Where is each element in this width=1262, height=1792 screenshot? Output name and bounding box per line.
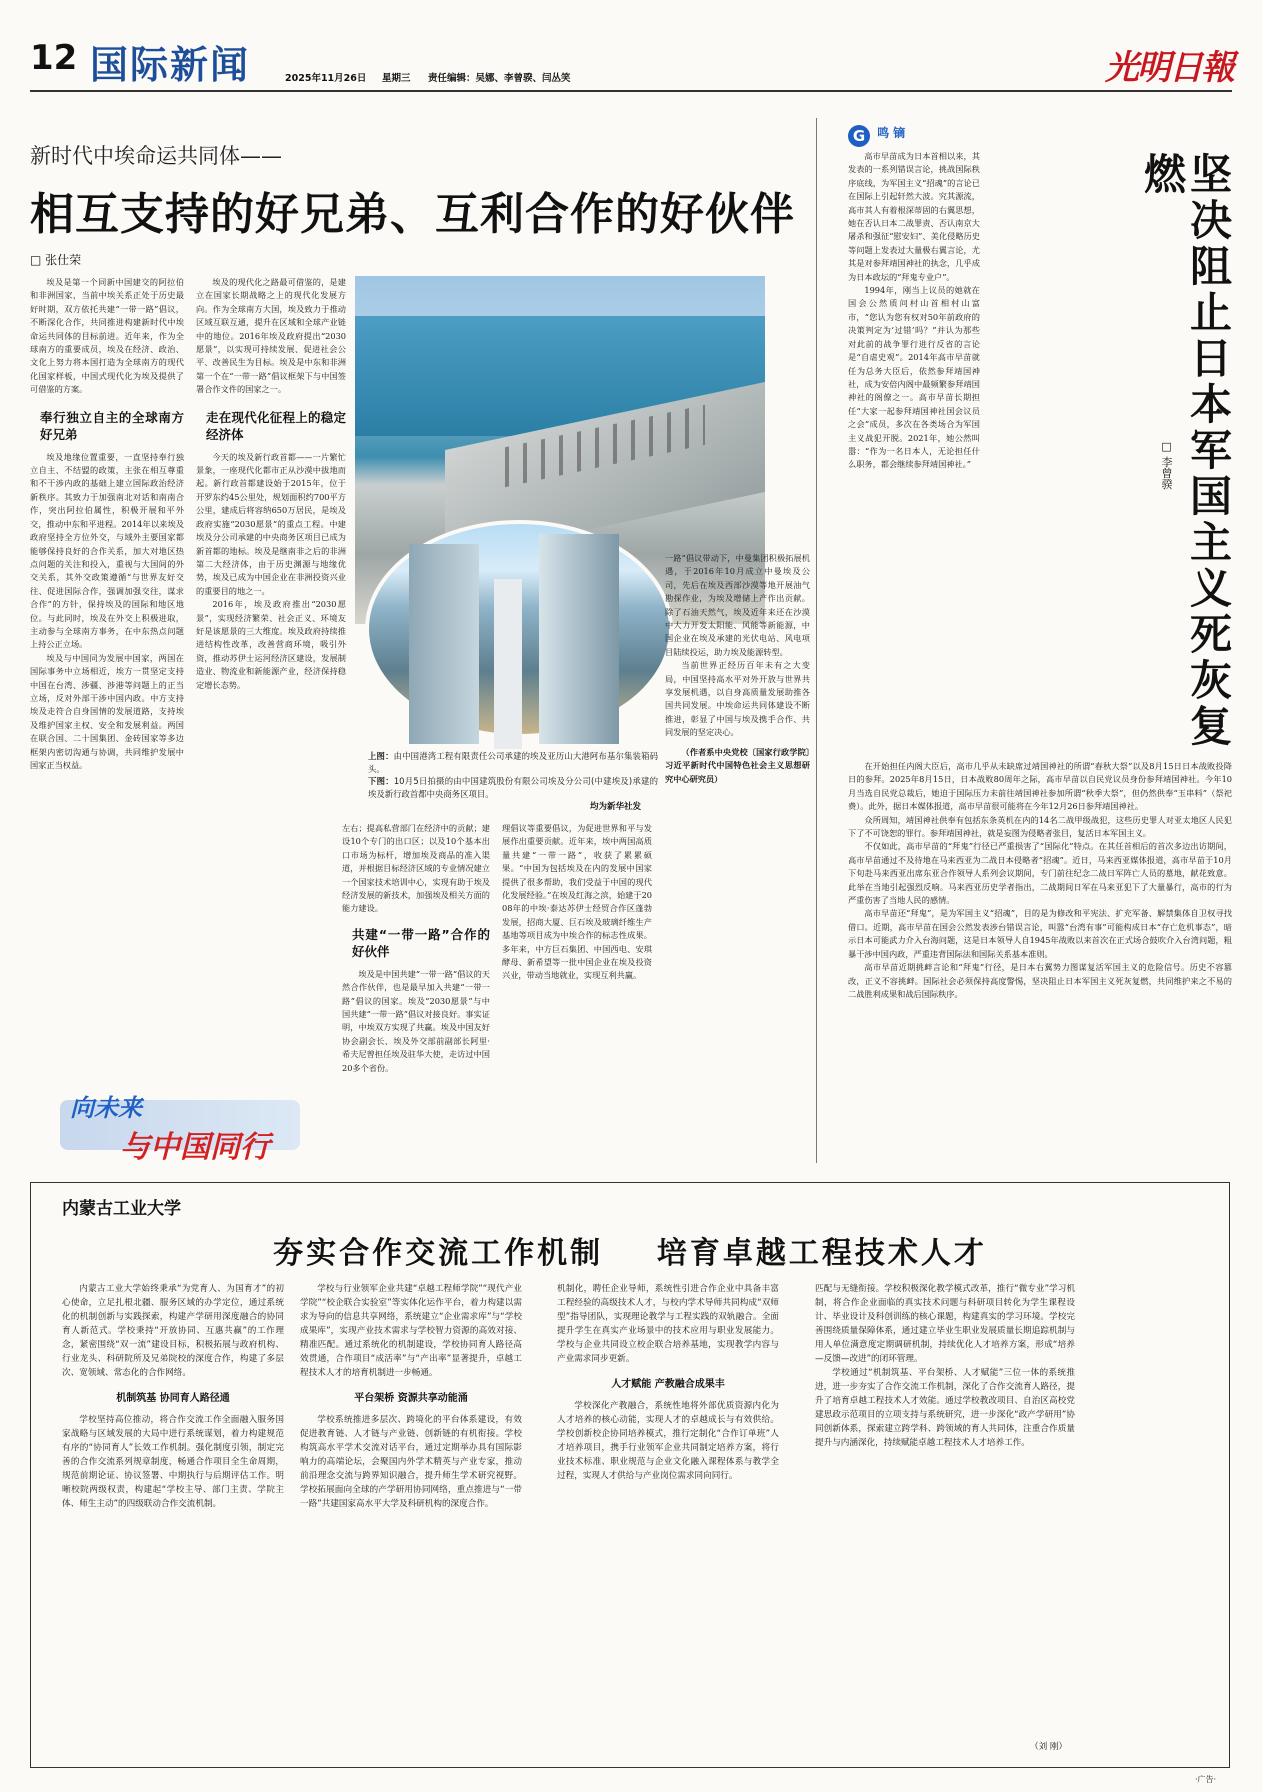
lead-col2 [196,276,346,1181]
ad-col4 [815,1282,1075,1752]
masthead-rule [30,90,1232,92]
subhead-3: 共建“一带一路”合作的好伙伴 [352,926,490,959]
ad-subhead-1: 机制筑基 协同育人路径通 [116,1393,230,1404]
sidebar-p4: 众所周知，靖国神社供奉有包括东条英机在内的14名二战甲级战犯，这些历史罪人对亚太地区人民犯下了不可饶恕的罪行。参拜靖国神社，就是妄图为侵略者张目，复活日本军国主义。 [848,814,1232,839]
section-title: 国际新闻 [90,43,251,87]
ad-subhead-2: 平台架桥 资源共享动能涌 [354,1393,468,1404]
subhead-2: 走在现代化征程上的稳定经济体 [206,409,346,442]
lead-col3 [342,822,490,1162]
logo-line2: 与中国同行 [120,1130,270,1165]
editors-line: 责任编辑：吴娜、李曾骙、闫丛笑 [428,73,571,84]
campaign-logo [60,1080,300,1168]
ad-p3: 学校系统推进多层次、跨境化的平台体系建设，有效促进教育链、人才链与产业链、创新链的有机衔接。学校构筑高水平学术交流对话平台，通过定期举办具有国际影响力的高端论坛，会聚国内外学术精英与产业专家，推动前沿理念交流与跨界知识融合，提升师生学术研究视野。学校拓展面向全球的产学研用协同网络，重点推进与“一带一路”共建国家高水平大学及科研机构的深度合作。 [300,1415,522,1509]
ad-headline: 夯实合作交流工作机制 培育卓越工程技术人才 [273,1236,987,1271]
sidebar-p7: 高市早苗近期挑衅言论和“拜鬼”行径，是日本右翼势力图谋复活军国主义的危险信号。历史不容篡改，正义不容挑衅。国际社会必须保持高度警惕，坚决阻止日本军国主义死灰复燃，共同维护来之不易的二战胜利成果和战后国际秩序。 [848,962,1232,999]
caption1-text: 由中国港湾工程有限责任公司承建的埃及亚历山大港阿布基尔集装箱码头。 [368,751,659,774]
lead-col1-p3: 埃及与中国同为发展中国家，两国在国际事务中立场相近，埃方一贯坚定支持中国在台湾、涉疆、涉港等问题上的正当立场，反对外部干涉中国内政。中方支持埃及走符合自身国情的发展道路，支持埃及维护国家主权、安全和发展利益。两国在联合国、二十国集团、金砖国家等多边框架内密切沟通与协调，共同维护发展中国家正当权益。 [30,652,184,770]
ad-tag: ·广告· [1195,1775,1217,1784]
ad-p5: 学校深化产教融合，系统性地将外部优质资源内化为人才培养的核心动能，实现人才的卓越成长与有效供给。学校创新校企协同培养模式，推行定制化“合作订单班”人才培养项目，携手行业领军企业共同制定培养方案，将行业技术标准、职业规范与企业文化融入课程体系与教学全过程，实现人才供给与产业岗位需求同向同行。 [557,1401,779,1481]
lead-col4-p1: 理倡议等重要倡议，为促进世界和平与发展作出重要贡献。近年来，埃中两国高质量共建“一带一路”，收获了累累硕果。“中国为包括埃及在内的发展中国家提供了很多帮助，我们受益于中国的现代化发展经验。”在埃及红海之滨，始建于2008年的中埃·泰达苏伊士经贸合作区蓬勃发展，招商大厦、巨石埃及玻璃纤维生产基地等项目成为中埃合作的标志性成果。多年来，中方巨石集团、中国西电、安琪酵母、新希望等一批中国企业在埃及投资兴业，带动当地就业，实现互利共赢。 [502,823,652,981]
sidebar-badge [848,124,905,147]
author-note: （作者系中央党校〔国家行政学院〕习近平新时代中国特色社会主义思想研究中心研究员） [665,746,810,784]
sidebar-p3: 在开始担任内阁大臣后，高市几乎从未缺席过靖国神社的所谓“春秋大祭”以及8月15日日本战败投降日的参拜。2025年8月15日，日本战败80周年之际，高市早苗以自民党议员身份参拜靖国神社。今年10月当选自民党总裁后，她迫于国际压力未前往靖国神社参加所谓“秋季大祭”，但仍然供奉“玉串料”（祭祀费）。此外，据日本媒体报道，高市早苗很可能将在今年12月26日参拜靖国神社。 [848,761,1232,812]
sidebar-divider [816,118,817,1163]
cbd-photo [365,520,673,738]
lead-col2-p3: 2016年，埃及政府推出“2030愿景”，实现经济繁荣、社会正义、环境友好是该愿景的三大维度。埃及政府持续推进结构性改革，改善营商环境，吸引外资，推动苏伊士运河经济区建设，发展制造业、物流业和新能源产业，经济保持稳定增长态势。 [196,599,346,690]
badge-label: 鸣 镝 [877,126,906,140]
issue-date: 2025年11月26日 [285,73,367,84]
photo-credit: 均为新华社发 [590,802,642,812]
headline: 相互支持的好兄弟、互利合作的好伙伴 [30,189,795,240]
lead-col4 [502,822,652,1162]
ad-org: 内蒙古工业大学 [62,1199,181,1219]
ad-intro: 内蒙古工业大学始终秉承“为党育人、为国育才”的初心使命，立足扎根北疆、服务区域的办学定位，通过系统化的机制创新与实践探索，构建产学研用深度融合的协同育人新范式。学校秉持“开放协同、互惠共赢”的工作理念，紧密围绕“双一流”建设目标，积极拓展与政府机构、行业龙头、科研院所及兄弟院校的深度合作，构建了多层次、宽领域、常态化的合作网络。 [62,1284,284,1378]
ad-col1 [62,1282,284,1762]
sidebar-p6: 高市早苗还“拜鬼”，是为军国主义“招魂”，目的是为修改和平宪法、扩充军备、解禁集体自卫权寻找借口。近期，高市早苗在国会公然发表涉台错误言论，叫嚣“台湾有事”可能构成日本“存亡危机事态”，暗示日本可能武力介入台海问题，这是日本领导人自1945年战败以来首次在正式场合鼓吹介入台湾问题，粗暴干涉中国内政，严重违背国际法和国际关系基本准则。 [848,908,1232,959]
tower-center [494,579,522,749]
lead-col5-p2: 当前世界正经历百年未有之大变局，中国坚持高水平对外开放与世界共享发展机遇，以自身高质量发展助推各国共同发展。中埃命运共同体建设不断推进，彰显了中国与埃及携手合作、共同发展的坚定决心。 [665,660,810,738]
sidebar-p1: 高市早苗成为日本首相以来，其发表的一系列错误言论，挑战国际秩序底线，为军国主义“招魂”的言论已在国际上引起轩然大波。究其源流，高市其人有着根深蒂固的右翼思想，她在否认日本二战罪责、否认南京大屠杀和强征“慰安妇”、美化侵略历史等问题上发表过大量极右翼言论，尤其是对参拜靖国神社的执念，几乎成为日本政坛的“拜鬼专业户”。 [848,151,980,282]
lead-col5 [665,552,810,1162]
ad-col3 [557,1282,779,1762]
sidebar-p2: 1994年，刚当上议员的她就在国会公然质问村山首相村山富市，“您认为您有权对50年前政府的决策判定为‘过错’吗？”并认为那些对此前的战争罪行进行反省的言论是“自虐史观”。2014年高市早苗就任为总务大臣后，依然参拜靖国神社，成为安倍内阁中最频繁参拜靖国神社的阁僚之一。高市早苗长期担任“大家一起参拜靖国神社国会议员之会”成员，多次在各类场合为军国主义战犯开脱。2021年，她公然叫嚣：“作为一名日本人，无论担任什么职务，都会继续参拜靖国神社。” [848,285,980,470]
badge-g-icon: G [848,125,870,147]
sidebar-p5: 不仅如此，高市早苗的“拜鬼”行径已严重损害了“国际化”特点。在其任首相后的首次多边出访期间，高市早苗通过不及待地在马来西亚为二战日本侵略者“招魂”。近日，马来西亚媒体报道，高市早苗于10月下旬赴马来西亚出席东亚合作领导人系列会议期间，专门前往纪念二战日军阵亡人员的墓地，献花致意。此举在当地引起强烈反响。马来西亚历史学者指出，二战期间日军在马来亚犯下了大量暴行，高市的行为严重伤害了当地人民的感情。 [848,841,1232,906]
sidebar-title: 坚决阻止日本军国主义死灰复燃 [1138,152,1233,750]
kicker: 新时代中埃命运共同体—— [30,144,282,168]
ad-p1: 学校坚持高位推动，将合作交流工作全面融入服务国家战略与区域发展的大局中进行系统谋划，着力构建规范有序的“协同育人”长效工作机制。强化制度引领，制定完善的合作交流系列规章制度，畅通合作项目全生命周期，规范前期论证、协议签署、中期执行与后期评估工作。明晰校院两级权责，构建起“学校主导、部门主责、学院主体、师生主动”的四级联动合作交流机制。 [62,1415,284,1509]
lead-col2-p2: 今天的埃及新行政首都——一片繁忙景象，一座现代化都市正从沙漠中拔地而起。新行政首都建设始于2015年，位于开罗东约45公里处，规划面积约700平方公里，建成后将容纳650万居民，是埃及政府实施“2030愿景”的重点工程。中建埃及分公司承建的中央商务区项目已成为新首都的地标。埃及是继南非之后的非洲第二大经济体，由于历史渊源与地缘优势，埃及已成为中国企业在非洲投资兴业的重要目的地之一。 [196,451,346,596]
ad-p7: 学校通过“机制筑基、平台架桥、人才赋能”三位一体的系统推进，进一步夯实了合作交流工作机制，深化了合作交流育人路径，提升了培育卓越工程技术人才效能。通过学校教改项目、自治区高校党建思政示范项目的立项支持与系统研究，进一步深化“政产学研用”协同创新体系，探索建立跨学科、跨领域的育人共同体，注重合作质量提升与内涵深化，持续赋能卓越工程技术人才培养工作。 [815,1368,1075,1448]
newspaper-logo: 光明日報 [1105,48,1233,88]
byline: □ 张仕荣 [30,253,82,267]
ad-p2: 学校与行业领军企业共建“卓越工程师学院”“现代产业学院”“校企联合实验室”等实体化运作平台，着力构建以需求为导向的信息共享网络，系统建立“企业需求库”与“学校成果库”，实现产业技术需求与学校智力资源的高效对接、精准匹配。通过系统化的机制建设，学校协同育人路径高效贯通，合作项目“成活率”与“产出率”显著提升，卓越工程技术人才的培育机制进一步畅通。 [300,1284,522,1378]
ad-p4: 机制化，聘任企业导师，系统性引进合作企业中具备丰富工程经验的高级技术人才，与校内学术导师共同构成“双师型”指导团队，实现理论教学与工程实践的双轨融合。全面提升学生在真实产业场景中的技术应用与职业发展能力。学校与企业共同设立校企联合培养基地，实现教学内容与产业需求同步更新。 [557,1284,779,1364]
sidebar-col-a [848,150,980,762]
sidebar-col-b [848,760,1232,1160]
ad-p6: 匹配与无缝衔接。学校积极深化教学模式改革，推行“微专业”学习机制，将合作企业面临的真实技术问题与科研项目转化为学生课程设计、毕业设计及科创训练的核心课题，构建真实的学习环境。学校完善围绕质量保障体系，通过建立毕业生职业发展质量长期追踪机制与用人单位满意度定期调研机制，持续优化人才培养方案，形成“培养—反馈—改进”的闭环管理。 [815,1284,1075,1364]
ad-subhead-3: 人才赋能 产教融合成果丰 [611,1379,725,1390]
logo-line1: 向未来 [70,1094,142,1122]
sidebar-author: □ 李曾骙 [1160,440,1173,490]
page-number: 12 [30,38,78,78]
lead-col3-p1: 左右；提高私营部门在经济中的贡献；建设10个专门的出口区；以及10个基本出口市场为标杆，增加埃及商品的准入渠道，并根据目标经济区域的专业情况建立一个国家技术培训中心，实现有助于埃及经济发展的新技术，加强埃及相关方面的能力建设。 [342,823,490,914]
issue-weekday: 星期三 [382,73,411,84]
lead-col2-p1: 埃及的现代化之路最可借鉴的，是建立在国家长期战略之上的现代化发展方向。作为全球南方大国，埃及致力于推动区域互联互通，提升在区域和全球产业链中的地位。2016年埃及政府提出“2030愿景”，以实现可持续发展、促进社会公平、改善民生为目标。埃及是中东和非洲第一个在“一带一路”倡议框架下与中国签署合作文件的国家之一。 [196,277,346,395]
tower-left [409,544,479,744]
caption2-text: 10月5日拍摄的由中国建筑股份有限公司埃及分公司(中建埃及)承建的埃及新行政首都中央商务区项目。 [368,776,658,799]
lead-col1-p2: 埃及地缘位置重要，一直坚持奉行独立自主、不结盟的政策，主张在相互尊重和不干涉内政的基础上建立国际政治经济新秩序。其致力于加强南北对话和南南合作，突出阿拉伯属性，积极开展和平外交，推动中东和平进程。2014年以来埃及政府坚持全方位外交，与域外主要国家都能够保持良好的合作关系，加大对地区热点问题的关注和投入，重视与大国间的外交关系，其外交政策遵循“与世界友好交往、促进国际合作，强调加强交往，谋求合作”的方针，保持埃及的国际和地区地位。与此同时，埃及在外交上积极进取，主动参与全球南方事务，在中东热点问题上持公正立场。 [30,451,184,650]
caption1-label: 上图： [368,751,394,761]
ad-col2 [300,1282,522,1762]
subhead-1: 奉行独立自主的全球南方好兄弟 [40,409,184,442]
lead-col1-p1: 埃及是第一个同新中国建交的阿拉伯和非洲国家，当前中埃关系正处于历史最好时期，双方依托共建“一带一路”倡议，不断深化合作，共同推进构建新时代中埃命运共同体的目标前进。近年来，作为全球南方的重要成员，埃及在经济、政治、文化上努力将本国打造为全球南方的现代化国家样板，中国式现代化为埃及提供了可借鉴的方案。 [30,277,184,395]
lead-col3-p2: 埃及是中国共建“一带一路”倡议的天然合作伙伴，也是最早加入共建“一带一路”倡议的国家。埃及“2030愿景”与中国共建“一带一路”倡议对接良好。事实证明，中埃双方实现了共赢。埃及中国友好协会副会长、埃及外交部前副部长阿里·希夫尼曾担任埃及驻华大使，走访过中国20多个省份。 [342,968,490,1073]
tower-right [539,534,619,744]
caption2-label: 下图： [368,776,394,786]
lead-col5-p1: 一路”倡议带动下，中曼集团积极拓展机遇，于2016年10月成立中曼埃及公司，先后在埃及西部沙漠等地开展油气勘探作业，为埃及增储上产作出贡献。除了石油天然气，埃及近年来还在沙漠中大力开发太阳能、风能等新能源，中国企业在埃及承建的光伏电站、风电项目陆续投运，助力埃及能源转型。 [665,553,810,657]
ad-signature: （刘 刚） [1030,1742,1068,1752]
